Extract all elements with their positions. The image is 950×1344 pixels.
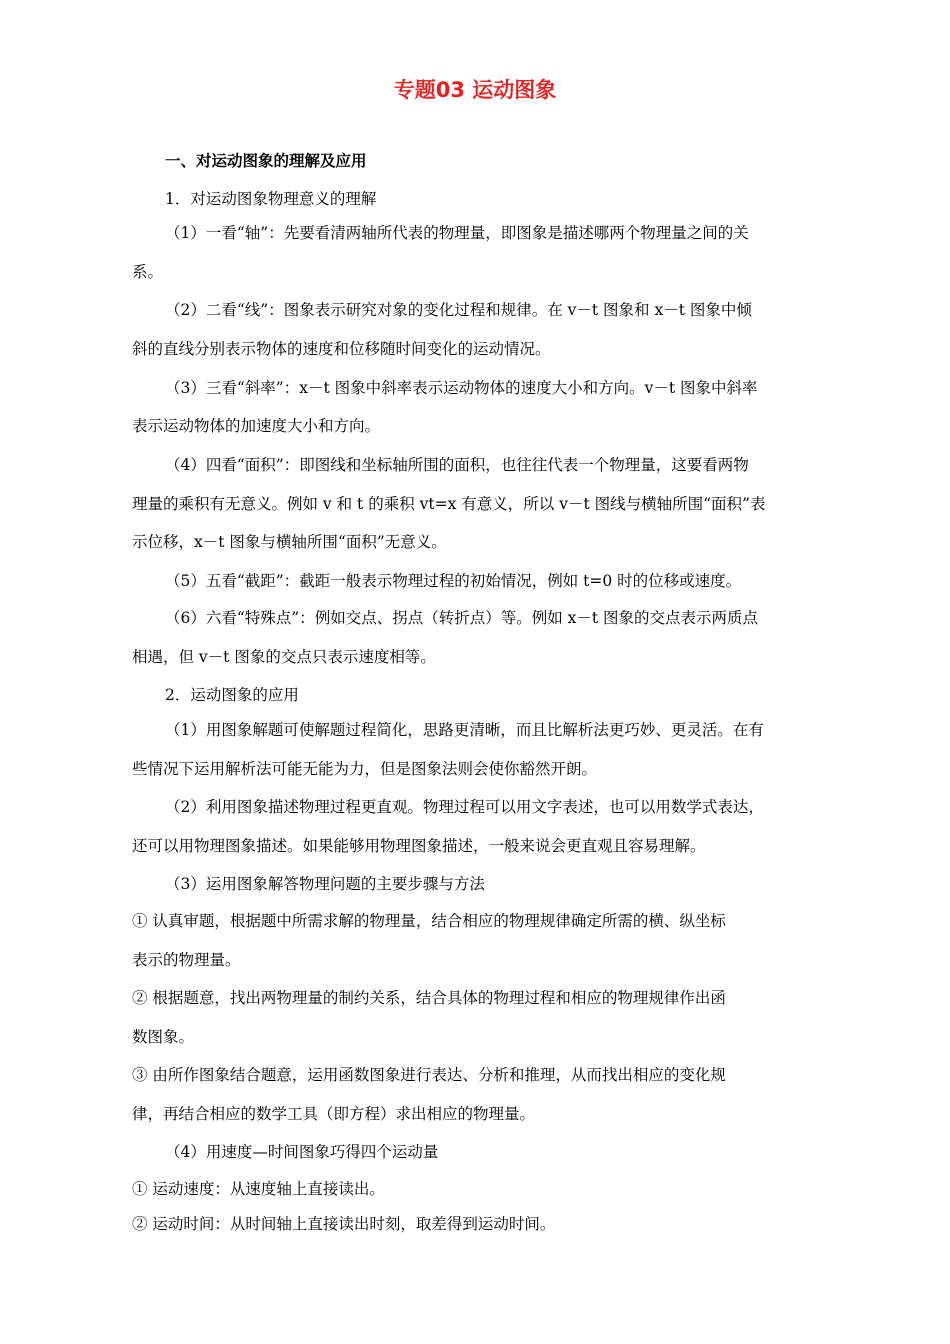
page-title: 专题03 运动图象 xyxy=(393,78,557,102)
paragraph-line: 系。 xyxy=(132,263,164,281)
paragraph-line: ② 运动时间：从时间轴上直接读出时刻，取差得到运动时间。 xyxy=(132,1215,556,1233)
paragraph-line: ① 运动速度：从速度轴上直接读出。 xyxy=(132,1180,385,1198)
paragraph-line: （1）用图象解题可使解题过程简化，思路更清晰，而且比解析法更巧妙、更灵活。在有 xyxy=(165,721,764,739)
paragraph-line: （1）一看“轴”：先要看清两轴所代表的物理量，即图象是描述哪两个物理量之间的关 xyxy=(165,224,749,242)
paragraph-line: （5）五看“截距”：截距一般表示物理过程的初始情况，例如 t=0 时的位移或速度。 xyxy=(165,572,742,590)
paragraph-line: （2）利用图象描述物理过程更直观。物理过程可以用文字表述，也可以用数学式表达， xyxy=(165,798,764,816)
paragraph-line: （6）六看“特殊点”：例如交点、拐点（转折点）等。例如 x－t 图象的交点表示两质点 xyxy=(165,609,759,627)
subsection-heading: 1．对运动图象物理意义的理解 xyxy=(165,190,377,208)
paragraph-line: ③ 由所作图象结合题意，运用函数图象进行表达、分析和推理，从而找出相应的变化规 xyxy=(132,1066,726,1084)
paragraph-line: 数图象。 xyxy=(132,1028,195,1046)
paragraph-line: 表示的物理量。 xyxy=(132,951,241,969)
section-heading: 一、对运动图象的理解及应用 xyxy=(165,152,367,170)
paragraph-line: 还可以用物理图象描述。如果能够用物理图象描述，一般来说会更直观且容易理解。 xyxy=(132,837,706,855)
paragraph-line: 相遇，但 v－t 图象的交点只表示速度相等。 xyxy=(132,648,436,666)
paragraph-line: 表示运动物体的加速度大小和方向。 xyxy=(132,417,381,435)
paragraph-line: （4）四看“面积”：即图线和坐标轴所围的面积，也往往代表一个物理量，这要看两物 xyxy=(165,456,749,474)
paragraph-line: （4）用速度—时间图象巧得四个运动量 xyxy=(165,1143,439,1161)
paragraph-line: 律，再结合相应的数学工具（即方程）求出相应的物理量。 xyxy=(132,1105,536,1123)
paragraph-line: （3）三看“斜率”：x－t 图象中斜率表示运动物体的速度大小和方向。v－t 图象中斜率 xyxy=(165,379,758,397)
paragraph-line: ② 根据题意，找出两物理量的制约关系，结合具体的物理过程和相应的物理规律作出函 xyxy=(132,989,726,1007)
paragraph-line: 理量的乘积有无意义。例如 v 和 t 的乘积 vt=x 有意义，所以 v－t 图线与横轴所围“面积”表 xyxy=(132,495,766,513)
paragraph-line: （2）二看“线”：图象表示研究对象的变化过程和规律。在 v－t 图象和 x－t 图象中倾 xyxy=(165,301,752,319)
subsection-heading: 2．运动图象的应用 xyxy=(165,686,299,704)
paragraph-line: 斜的直线分别表示物体的速度和位移随时间变化的运动情况。 xyxy=(132,340,551,358)
paragraph-line: ① 认真审题，根据题中所需求解的物理量，结合相应的物理规律确定所需的横、纵坐标 xyxy=(132,912,726,930)
paragraph-line: （3）运用图象解答物理问题的主要步骤与方法 xyxy=(165,875,485,893)
paragraph-line: 示位移，x－t 图象与横轴所围“面积”无意义。 xyxy=(132,533,447,551)
paragraph-line: 些情况下运用解析法可能无能为力，但是图象法则会使你豁然开朗。 xyxy=(132,760,598,778)
